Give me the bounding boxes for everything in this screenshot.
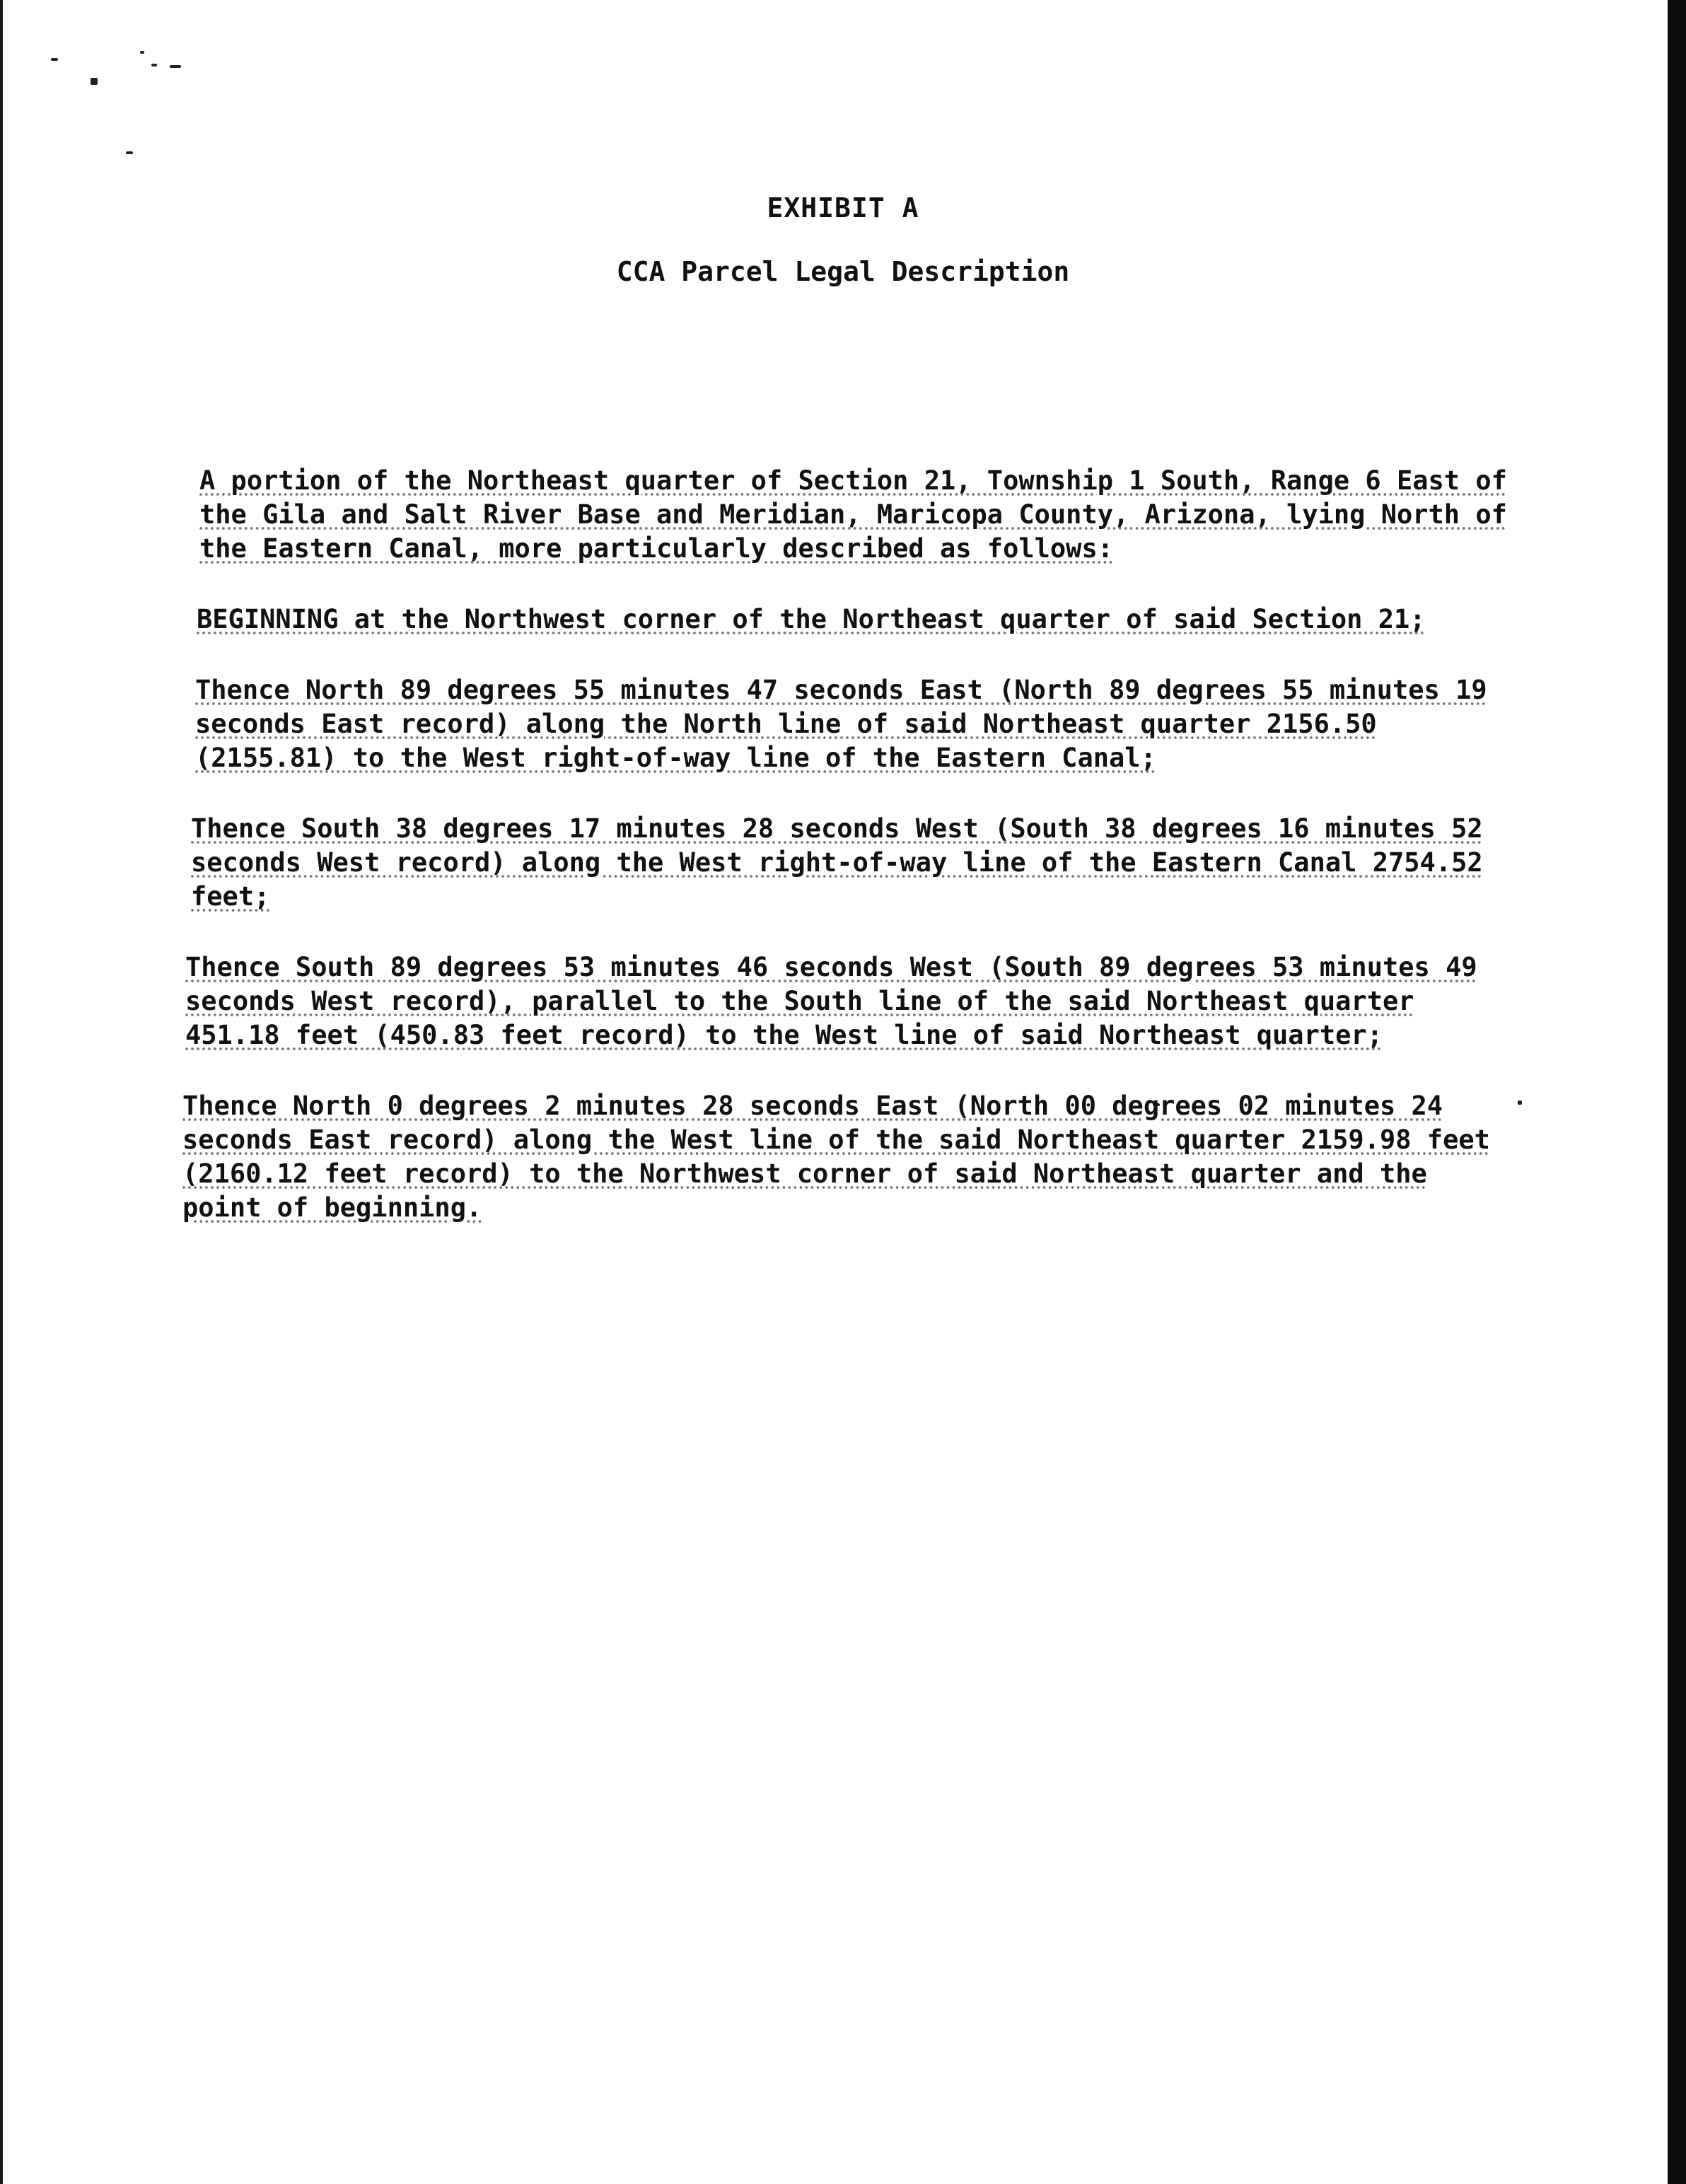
paragraph-parcel-location: A portion of the Northeast quarter of Section 21, Township 1 South, Range 6 East of the Gila and Salt River Base and Meridian, Maricopa County, Arizona, lying North of the Eastern Canal, more particularly described as follows: (199, 465, 1507, 564)
scan-speck (170, 65, 181, 68)
scan-edge-left (0, 0, 3, 2184)
paragraph-course-3: Thence South 89 degrees 53 minutes 46 seconds West (South 89 degrees 53 minutes 49 seconds West record), parallel to the South line of the said Northeast quarter 451.18 feet (450.83 feet record) to the West line of said Northeast quarter; (185, 952, 1477, 1050)
legal-description-body (182, 464, 1515, 1262)
paragraph-beginning: BEGINNING at the Northwest corner of the Northeast quarter of said Section 21; (197, 604, 1426, 634)
scan-speck (140, 51, 144, 54)
exhibit-title: EXHIBIT A (767, 192, 919, 223)
scan-speck (1518, 1100, 1522, 1105)
scan-speck (91, 78, 98, 85)
scan-speck (126, 151, 133, 154)
paragraph-course-2: Thence South 38 degrees 17 minutes 28 seconds West (South 38 degrees 16 minutes 52 seconds West record) along the West right-of-way line of the Eastern Canal 2754.52 feet; (191, 813, 1483, 912)
document-subtitle: CCA Parcel Legal Description (616, 256, 1070, 287)
paragraph-course-1: Thence North 89 degrees 55 minutes 47 seconds East (North 89 degrees 55 minutes 19 seconds East record) along the North line of said Northeast quarter 2156.50 (2155.81) to the West right-of-way line of the Eastern Canal; (195, 675, 1487, 773)
paragraph-course-4: Thence North 0 degrees 2 minutes 28 seconds East (North 00 degrees 02 minutes 24 seconds East record) along the West line of the said Northeast quarter 2159.98 feet (2160.12 feet record) to the Northwest corner of said Northeast quarter and the point of beginning. (182, 1091, 1490, 1223)
scan-speck (151, 64, 157, 66)
scan-edge-right (1668, 0, 1686, 2184)
scan-speck (51, 58, 58, 61)
